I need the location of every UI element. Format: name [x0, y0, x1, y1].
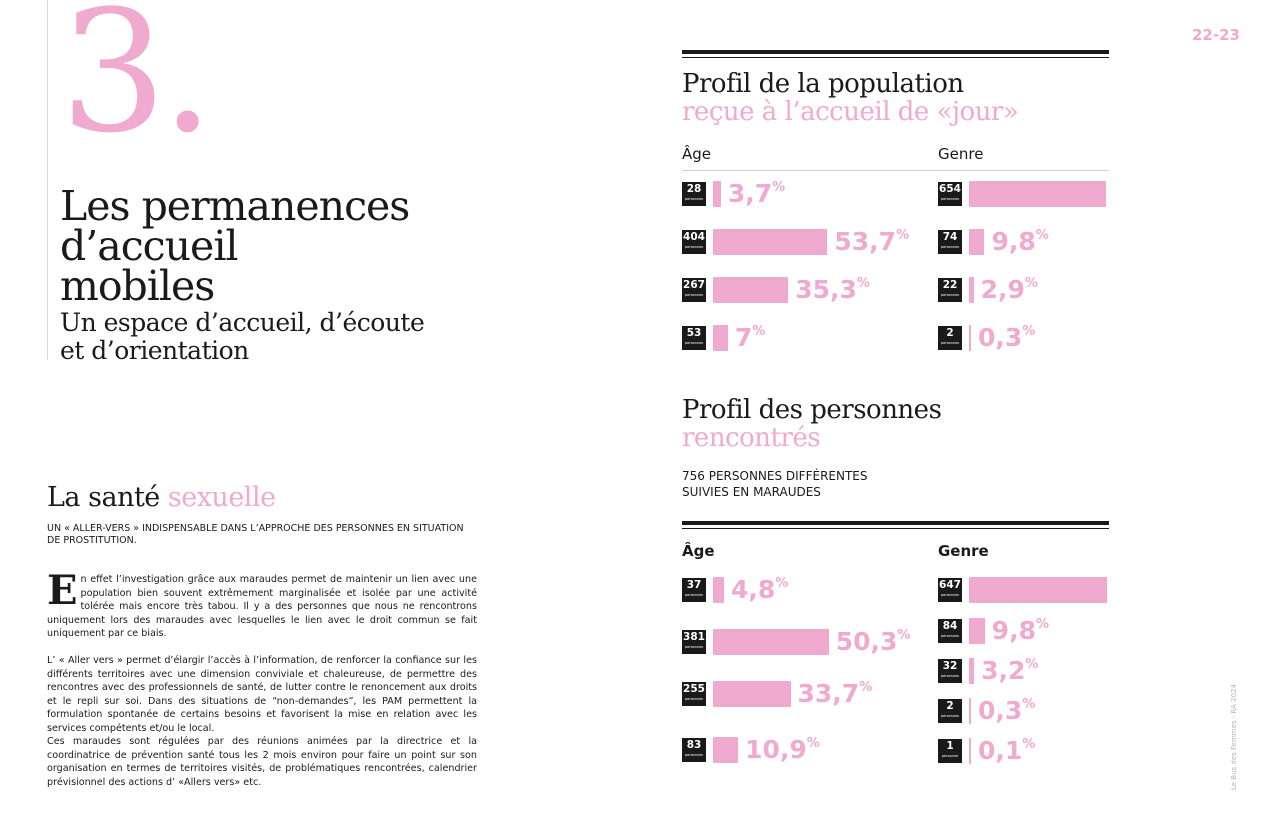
- bar-row: [938, 696, 1268, 725]
- section-intro: UN « ALLER-VERS » INDISPENSABLE DANS L’APPROCHE DES PERSONNES EN SITUATION DE PROSTITUTION.: [47, 523, 464, 546]
- count-unit: personnes: [940, 714, 960, 718]
- count-unit: personnes: [940, 634, 960, 638]
- percent-label: 0,3%: [978, 696, 1036, 725]
- bar: [713, 325, 728, 351]
- percent-label: 3,2%: [981, 656, 1039, 685]
- bar-row: [938, 275, 1268, 304]
- count-badge: [938, 739, 962, 763]
- header-underline: [682, 170, 1109, 171]
- bar-row: [938, 656, 1268, 685]
- count-value: 2: [946, 327, 954, 339]
- section-title: La santé sexuelle: [47, 482, 276, 513]
- bar: [969, 229, 984, 255]
- bar-row: [938, 736, 1268, 765]
- count-value: 53: [686, 327, 702, 339]
- count-unit: personnes: [684, 245, 704, 249]
- count-value: 37: [686, 579, 702, 591]
- count-unit: personnes: [684, 197, 704, 201]
- percent-label: 0,1%: [978, 736, 1036, 765]
- bar: [713, 229, 827, 255]
- bar: [969, 277, 974, 303]
- profile-met-title: Profil des personnes rencontrés: [682, 395, 942, 453]
- bar: [713, 737, 738, 763]
- count-value: 654: [939, 183, 961, 195]
- percent-label: 33,7%: [797, 679, 873, 708]
- bar: [713, 181, 721, 207]
- percent-label: 3,7%: [727, 179, 786, 208]
- paragraph-text: Ces maraudes sont régulées par des réunions animées par la directrice et la coordinatrice de prévention santé tous les 2 mois environ pour faire un point sur son organisation en termes de territoires visités, de problématiques rencontrées, calendrier prévisionnel des actions d’ «Allers vers» etc.: [47, 736, 477, 788]
- count-unit: personne: [941, 754, 959, 758]
- bar: [969, 618, 985, 644]
- age-header: Âge: [682, 145, 712, 163]
- percent-label: 53,7%: [834, 227, 910, 256]
- count-unit: personnes: [684, 697, 704, 701]
- count-badge: [938, 699, 962, 723]
- count-value: 83: [686, 739, 702, 751]
- count-unit: personnes: [684, 753, 704, 757]
- bar: [713, 681, 791, 707]
- count-value: 2: [946, 700, 954, 712]
- count-unit: personnes: [684, 593, 704, 597]
- paragraph: En effet l’investigation grâce aux maraudes permet de maintenir un lien avec une population bien souvent extrêmement marginalisée et isolée par une activité tolérée mais encore très tabou. Il y a des personnes que nous ne rencontrons uniquement lors des maraudes avec lesquelles le lien avec le droit commun se fait uniquement par ce biais.: [47, 567, 477, 639]
- count-unit: personnes: [940, 593, 960, 597]
- bar-row: [938, 227, 1268, 256]
- percent-label: 9,8%: [991, 616, 1049, 645]
- count-value: 267: [683, 279, 705, 291]
- percent-label: 4,8%: [731, 575, 789, 604]
- count-badge: [938, 278, 962, 302]
- count-value: 1: [946, 740, 954, 752]
- bar: [969, 698, 971, 724]
- chapter-number: 3.: [60, 0, 209, 170]
- bar: [713, 577, 724, 603]
- percent-label: 10,9%: [745, 735, 820, 764]
- bar: [713, 277, 788, 303]
- count-unit: personnes: [940, 197, 960, 201]
- count-badge: [682, 278, 706, 302]
- profile-met-intro: 756 PERSONNES DIFFÉRENTES SUIVIES EN MARAUDES: [682, 469, 868, 499]
- title-line: d’accueil: [60, 222, 238, 270]
- count-badge: [682, 630, 706, 654]
- count-unit: personnes: [940, 341, 960, 345]
- genre-header: Genre: [938, 145, 984, 163]
- count-unit: personnes: [940, 245, 960, 249]
- count-badge: [682, 578, 706, 602]
- bar-row: [938, 323, 1268, 352]
- bar: [969, 325, 971, 351]
- chapter-title: [60, 182, 500, 310]
- percent-label: 50,3%: [835, 627, 911, 656]
- profile-day-title: Profil de la population reçue à l’accueil de «jour»: [682, 69, 1019, 127]
- percent-label: 7%: [734, 323, 766, 352]
- bar: [713, 629, 829, 655]
- count-value: 22: [942, 279, 958, 291]
- title-line: mobiles: [60, 262, 215, 310]
- genre-header: Genre: [938, 542, 989, 560]
- count-badge: [938, 230, 962, 254]
- count-unit: personnes: [940, 674, 960, 678]
- bar-row: [938, 182, 1268, 206]
- subtitle-line: Un espace d’accueil, d’écoute: [60, 308, 425, 337]
- count-badge: [938, 659, 962, 683]
- drop-cap: E: [47, 567, 78, 614]
- count-badge: [682, 230, 706, 254]
- count-badge: [938, 578, 962, 602]
- percent-label: 35,3%: [795, 275, 870, 304]
- page-numbers: 22-23: [1192, 26, 1240, 44]
- count-badge: [682, 682, 706, 706]
- section-rule: [682, 521, 1109, 529]
- count-value: 84: [942, 620, 958, 632]
- count-unit: personnes: [684, 341, 704, 345]
- count-value: 381: [683, 631, 705, 643]
- count-value: 255: [683, 683, 705, 695]
- paragraph-text: L’ « Aller vers » permet d’élargir l’accès à l’information, de renforcer la confiance sur les différents territoires avec une dimension conviviale et chaleureuse, de permettre des rencontres avec des professionnels de santé, de lutter contre le renoncement aux droits et le repli sur soi. Dans des situations de “non-demandes”, les PAM permettent la formulation spontanée de certains besoins et favorisent la mise en relation avec les services compétents et/ou le local.: [47, 655, 477, 734]
- count-value: 647: [939, 579, 961, 591]
- bar-row: [938, 578, 1268, 602]
- count-badge: [938, 326, 962, 350]
- count-unit: personnes: [940, 293, 960, 297]
- count-unit: personnes: [684, 293, 704, 297]
- title-line: Les permanences: [60, 182, 410, 230]
- bar-row: [938, 616, 1268, 645]
- count-badge: [938, 619, 962, 643]
- subtitle-line: et d’orientation: [60, 336, 249, 365]
- bar: [969, 738, 971, 764]
- chapter-subtitle: [60, 309, 520, 365]
- count-unit: personnes: [684, 645, 704, 649]
- side-note: Le Bus des Femmes - RA 2024: [1230, 684, 1238, 790]
- count-value: 28: [686, 183, 702, 195]
- margin-rule: [47, 0, 48, 360]
- count-badge: [682, 738, 706, 762]
- count-value: 32: [942, 660, 958, 672]
- count-badge: [682, 182, 706, 206]
- percent-label: 2,9%: [980, 275, 1038, 304]
- paragraph: [47, 654, 477, 789]
- bar: [969, 181, 1106, 207]
- count-value: 74: [942, 231, 958, 243]
- age-header: Âge: [682, 542, 715, 560]
- percent-label: 9,8%: [991, 227, 1049, 256]
- percent-label: 0,3%: [978, 323, 1036, 352]
- section-rule: [682, 50, 1109, 58]
- bar: [969, 577, 1107, 603]
- bar: [969, 658, 974, 684]
- count-badge: [682, 326, 706, 350]
- count-badge: [938, 182, 962, 206]
- count-value: 404: [683, 231, 705, 243]
